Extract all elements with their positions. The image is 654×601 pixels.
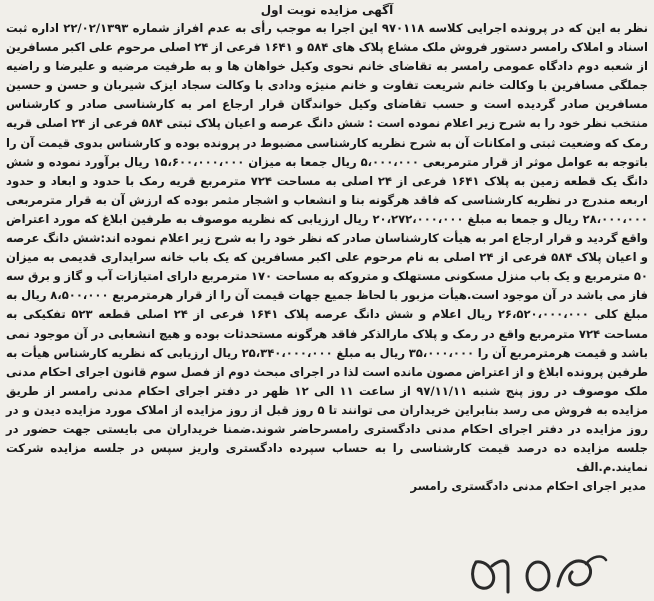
handwritten-number-mark xyxy=(462,548,612,600)
notice-body: نظر به این که در پرونده اجرایی کلاسه ۹۷۰۱۱۸ این اجرا به موجب رأی به عدم افراز شماره ۲۲/۰۲/۱۳۹۳ اداره ثبت اسناد و املاک رامسر دستور فروش ملک مشاع پلاک های ۵۸۴ و ۱۶۴۱ فرعی از ۲۴ اصلی مرحوم علی اکبر مسافرین از شعبه دوم دادگاه عمومی رامسر به تقاضای خانم نحوی وکیل خواهان ها و به طرفیت مرضیه و علیرضا و راضیه جملگی مسافرین با وکالت خانم شریعت تفاوت و خانم منیژه ودادی با وکالت سجاد ایزک شیربان و حسن و حسین مسافرین صادر گردیده است و حسب تقاضای وکیل خواندگان قرار ارجاع امر به کارشناسی صادر و کارشناس منتخب نظر خود را به شرح زیر اعلام نموده است : شش دانگ عرصه و اعیان پلاک ثبتی ۵۸۴ فرعی از ۲۴ اصلی قریه رمک که وضعیت ثبتی و امکانات آن به شرح نظریه کارشناسی مضبوط در پرونده بوده و کارشناس بدوی قیمت آن را باتوجه به عوامل موثر از قرار مترمربعی ۵،۰۰۰،۰۰۰ ریال جمعا به میزان ۱۵،۶۰۰،۰۰۰،۰۰۰ ریال برآورد نموده و شش دانگ یک قطعه زمین به پلاک ۱۶۴۱ فرعی از ۲۴ اصلی به مساحت ۷۲۴ مترمربع قریه رمک با حدود و ابعاد و حدود اربعه مندرج در نظریه کارشناسی که فاقد هرگونه بنا و انشعاب و اشجار مثمر بوده که ارزش آن به قرار مترمربعی ۲۸،۰۰۰،۰۰۰ ریال و جمعا به مبلغ ۲۰،۲۷۲،۰۰۰،۰۰۰ ریال ارزیابی که نظریه موصوف به طرفین ابلاغ که مورد اعتراض واقع گردید و قرار ارجاع امر به هیأت کارشناسان صادر که نظر خود را به شرح زیر اعلام نموده اند:شش دانگ عرصه و اعیان پلاک ۵۸۴ فرعی از ۲۴ اصلی به نام مرحوم علی اکبر مسافرین که یک باب خانه سرایداری قدیمی به میزان ۵۰ مترمربع و یک باب منزل مسکونی مستهلک و متروکه به مساحت ۱۷۰ مترمربع دارای امتیازات آب و گاز و برق سه فاز می باشد در آن موجود است.هیأت مزبور با لحاظ جمیع جهات قیمت آن را از قرار هرمترمربع ۸،۵۰۰،۰۰۰ ریال به مبلغ کلی ۲۶،۵۲۰،۰۰۰،۰۰۰ ریال اعلام و شش دانگ عرصه پلاک ۱۶۴۱ فرعی از ۲۴ اصلی قطعه ۵۲۳ تفکیکی به مساحت ۷۲۴ مترمربع واقع در رمک و پلاک مارالذکر فاقد هرگونه مستحدثات بوده و هیچ انشعابی در آن موجود نمی باشد و قیمت هرمترمربع آن را ۳۵،۰۰۰،۰۰۰ ریال به مبلغ ۲۵،۳۴۰،۰۰۰،۰۰۰ ریال ارزیابی که نظریه کارشناس هیأت به طرفین پرونده ابلاغ و از اعتراض مصون مانده است لذا در اجرای مبحث دوم از فصل سوم قانون اجرای احکام مدنی ملک موصوف در روز پنج شنبه ۹۷/۱۱/۱۱ از ساعت ۱۱ الی ۱۲ ظهر در دفتر اجرای احکام مدنی رامسر از طریق مزایده به فروش می رسد بنابراین خریداران می توانند تا ۵ روز قبل از روز مزایده از املاک مورد مزایده دیدن و در روز مزایده در دفتر اجرای احکام مدنی دادگستری رامسرحاضر شوند.ضمنا خریداران می بایستی جهت حضور در جلسه مزایده ده درصد قیمت کارشناسی را به حساب سپرده دادگستری واریز سپس در جلسه مزایده شرکت نمایند.م.الف xyxy=(6,21,649,475)
notice-title: آگهی مزایده نوبت اول xyxy=(260,3,394,17)
notice-signature: مدیر اجرای احکام مدنی دادگستری رامسر xyxy=(410,479,646,494)
